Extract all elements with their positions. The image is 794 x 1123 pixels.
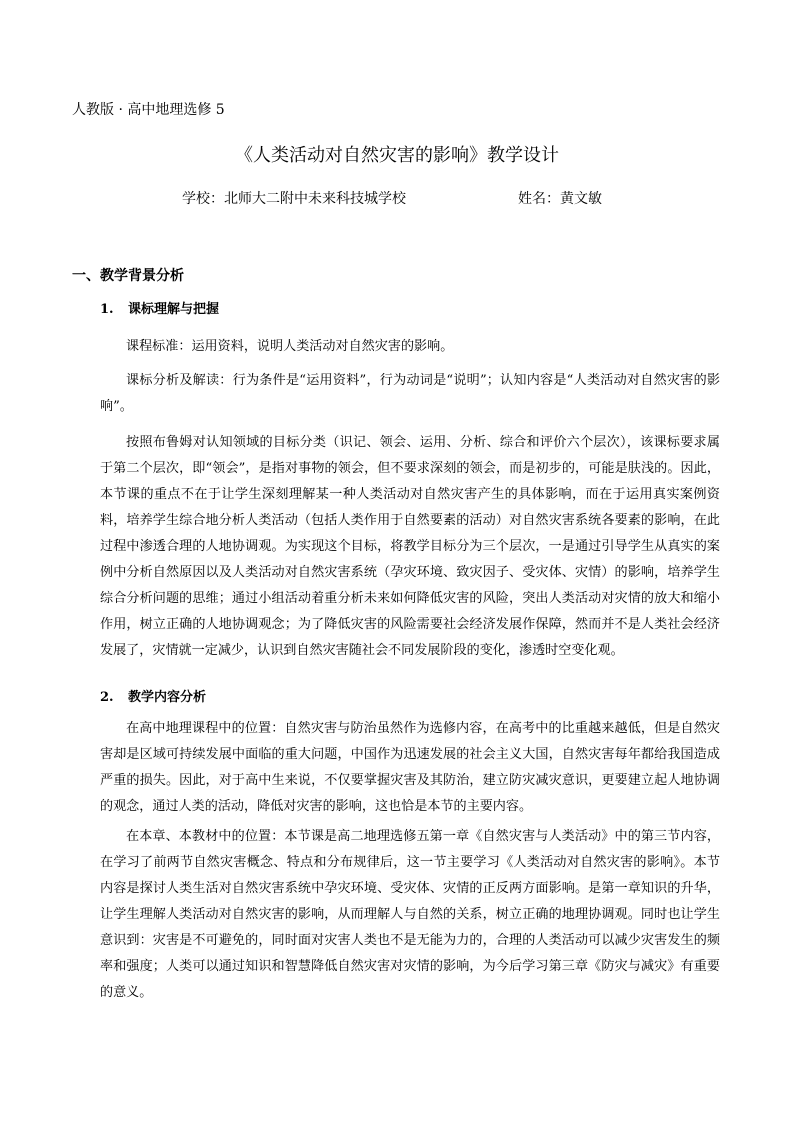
paragraph-bloom-analysis: 按照布鲁姆对认知领域的目标分类（识记、领会、运用、分析、综合和评价六个层次），该课标要求属于第二个层次，即“领会”，是指对事物的领会，但不要求深刻的领会，而是初步的，可能是肤浅的。因此，本节课的重点不在于让学生深刻理解某一种人类活动对自然灾害产生的具体影响，而在于运用真实案例资料，培养学生综合地分析人类活动（包括人类作用于自然要素的活动）对自然灾害系统各要素的影响，在此过程中渗透合理的人地协调观。为实现这个目标，将教学目标分为三个层次，一是通过引导学生从真实的案例中分析自然原因以及人类活动对自然灾害系统（孕灾环境、致灾因子、受灾体、灾情）的影响，培养学生综合分析问题的思维；通过小组活动着重分析未来如何降低灾害的风险，突出人类活动对灾情的放大和缩小作用，树立正确的人地协调观念；为了降低灾害的风险需要社会经济发展作保障，然而并不是人类社会经济发展了，灾情就一定减少，认识到自然灾害随社会不同发展阶段的变化，渗透时空变化观。	[100, 435, 720, 658]
paragraph-curriculum-standard: 课程标准：运用资料，说明人类活动对自然灾害的影响。	[126, 339, 454, 354]
subsection-heading-1	[100, 300, 219, 320]
subsection-number: 2.	[100, 690, 114, 705]
document-title: 《人类活动对自然灾害的影响》教学设计	[235, 145, 559, 166]
paragraph-standard-analysis: 课标分析及解读：行为条件是“运用资料”，行为动词是“说明”；认知内容是“人类活动对自然灾害的影响”。	[100, 373, 720, 414]
paragraph-course-position: 在高中地理课程中的位置：自然灾害与防治虽然作为选修内容，在高考中的比重越来越低，但是自然灾害却是区域可持续发展中面临的重大问题，中国作为迅速发展的社会主义大国，自然灾害每年都给我国造成严重的损失。因此，对于高中生来说，不仅要掌握灾害及其防治，建立防灾减灾意识，更要建立起人地协调的观念，通过人类的活动，降低对灾害的影响，这也恰是本节的主要内容。	[100, 721, 720, 814]
subsection-heading-2	[100, 688, 206, 708]
subsection-title: 课标理解与把握	[128, 302, 220, 317]
author-name: 姓名：黄文敏	[518, 191, 602, 207]
edition-header: 人教版 · 高中地理选修 5	[72, 102, 225, 118]
paragraph-textbook-position: 在本章、本教材中的位置：本节课是高二地理选修五第一章《自然灾害与人类活动》中的第三节内容，在学习了前两节自然灾害概念、特点和分布规律后，这一节主要学习《人类活动对自然灾害的影响》。本节内容是探讨人类生活对自然灾害系统中孕灾环境、受灾体、灾情的正反两方面影响。是第一章知识的升华，让学生理解人类活动对自然灾害的影响，从而理解人与自然的关系，树立正确的地理协调观。同时也让学生意识到：灾害是不可避免的，同时面对灾害人类也不是无能为力的，合理的人类活动可以减少灾害发生的频率和强度；人类可以通过知识和智慧降低自然灾害对灾情的影响，为今后学习第三章《防灾与减灾》有重要的意义。	[100, 829, 720, 1000]
section-heading: 一、教学背景分析	[72, 268, 184, 284]
author-line	[182, 189, 602, 209]
subsection-number: 1.	[100, 302, 114, 317]
school-name: 学校：北师大二附中未来科技城学校	[182, 191, 406, 207]
subsection-title: 教学内容分析	[128, 690, 207, 705]
